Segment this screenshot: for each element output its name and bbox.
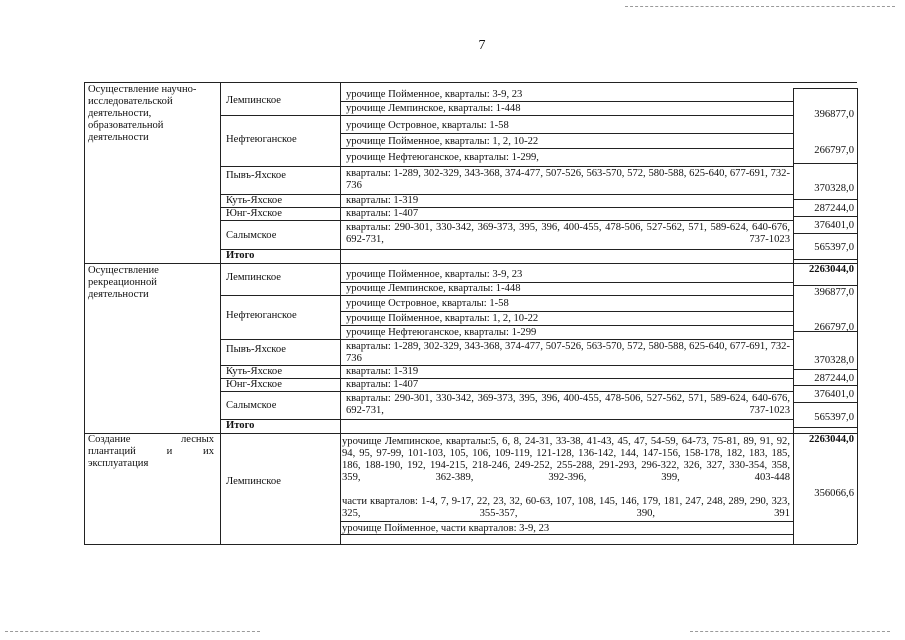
tract-description: урочище Нефтеюганское, кварталы: 1-299 bbox=[346, 327, 537, 338]
tract-description: урочище Пойменное, части кварталов: 3-9, 23 bbox=[342, 523, 550, 534]
forestry-name: Салымское bbox=[226, 230, 277, 241]
tract-description: урочище Нефтеюганское, кварталы: 1-299, bbox=[346, 152, 539, 163]
forestry-name: Пывъ-Яхское bbox=[226, 344, 287, 355]
total-value: 2263044,0 bbox=[808, 434, 854, 445]
scan-artifact-bottom-left bbox=[5, 631, 260, 632]
forestry-name: Нефтеюганское bbox=[226, 310, 297, 321]
forestry-name: Лемпинское bbox=[226, 272, 281, 283]
activity-name: Создание лесных плантаций и их эксплуатация bbox=[88, 434, 214, 469]
area-value: 287244,0 bbox=[814, 373, 854, 384]
activity-name: Осуществление рекреационной деятельности bbox=[88, 265, 159, 300]
forestry-name: Куть-Яхское bbox=[226, 366, 283, 377]
area-value: 370328,0 bbox=[814, 355, 854, 366]
total-value: 2263044,0 bbox=[808, 264, 854, 275]
page-number: 7 bbox=[478, 38, 486, 53]
tract-description: кварталы: 1-407 bbox=[346, 379, 419, 390]
tract-description: урочище Пойменное, кварталы: 3-9, 23 bbox=[346, 269, 523, 280]
tract-description: кварталы: 290-301, 330-342, 369-373, 395, 396, 400-455, 478-506, 527-562, 571, 589-624, 640-676, 692-731, 737-1023 bbox=[346, 393, 790, 416]
tract-description: кварталы: 1-319 bbox=[346, 366, 419, 377]
forestry-name: Юнг-Яхское bbox=[226, 208, 282, 219]
forestry-name: Нефтеюганское bbox=[226, 134, 297, 145]
tract-description: урочище Лемпинское, кварталы: 1-448 bbox=[346, 283, 521, 294]
forestry-name: Салымское bbox=[226, 400, 277, 411]
tract-description: урочище Пойменное, кварталы: 1, 2, 10-22 bbox=[346, 313, 539, 324]
total-label: Итого bbox=[226, 250, 255, 261]
forestry-name: Лемпинское bbox=[226, 476, 281, 487]
area-value: 565397,0 bbox=[814, 412, 854, 423]
scan-artifact-bottom-right bbox=[690, 631, 890, 632]
tract-description: урочище Пойменное, кварталы: 3-9, 23 bbox=[346, 89, 523, 100]
area-value: 266797,0 bbox=[814, 145, 854, 156]
forestry-name: Куть-Яхское bbox=[226, 195, 283, 206]
forestry-name: Юнг-Яхское bbox=[226, 379, 282, 390]
scan-artifact-top bbox=[625, 6, 895, 7]
activity-name: Осуществление научно-исследовательской деятельности, образовательной деятельности bbox=[88, 84, 197, 143]
area-value: 356066,6 bbox=[814, 488, 854, 499]
area-value: 287244,0 bbox=[814, 203, 854, 214]
total-label: Итого bbox=[226, 420, 255, 431]
area-value: 266797,0 bbox=[814, 322, 854, 333]
tract-description: кварталы: 290-301, 330-342, 369-373, 395, 396, 400-455, 478-506, 527-562, 571, 589-624, 640-676, 692-731, 737-1023 bbox=[346, 222, 790, 245]
tract-description: урочище Лемпинское, кварталы: 1-448 bbox=[346, 103, 521, 114]
forestry-name: Пывъ-Яхское bbox=[226, 170, 287, 181]
tract-description: кварталы: 1-407 bbox=[346, 208, 419, 219]
forestry-name: Лемпинское bbox=[226, 95, 281, 106]
area-value: 376401,0 bbox=[814, 220, 854, 231]
area-value: 370328,0 bbox=[814, 183, 854, 194]
tract-description: урочище Лемпинское, кварталы:5, 6, 8, 24-31, 33-38, 41-43, 45, 47, 54-59, 64-73, 75-81, 89, 91, 92, 94, 95, 97-99, 101-103, 105, 106, 109-119, 121-128, 136-142, 144, 147-156, 158-178, 182, 183, 185, 186, 188-190, 192, 194-215, 218-246, 249-252, 255-288, 291-293, 296-322, 326, 327, 330-354, 358, 359, 362-389, 392-396, 399, 403-448 bbox=[342, 436, 790, 483]
tract-description: урочище Пойменное, кварталы: 1, 2, 10-22 bbox=[346, 136, 539, 147]
tract-description: кварталы: 1-289, 302-329, 343-368, 374-477, 507-526, 563-570, 572, 580-588, 625-640, 677-691, 732-736 bbox=[346, 168, 790, 191]
tract-description: урочище Островное, кварталы: 1-58 bbox=[346, 298, 509, 309]
area-value: 396877,0 bbox=[814, 287, 854, 298]
tract-description: части кварталов: 1-4, 7, 9-17, 22, 23, 32, 60-63, 107, 108, 145, 146, 179, 181, 247, 248, 289, 290, 323, 325, 355-357, 390, 391 bbox=[342, 496, 790, 519]
forest-use-table bbox=[84, 82, 858, 544]
area-value: 376401,0 bbox=[814, 389, 854, 400]
tract-description: кварталы: 1-289, 302-329, 343-368, 374-477, 507-526, 563-570, 572, 580-588, 625-640, 677-691, 732-736 bbox=[346, 341, 790, 364]
tract-description: кварталы: 1-319 bbox=[346, 195, 419, 206]
area-value: 565397,0 bbox=[814, 242, 854, 253]
area-value: 396877,0 bbox=[814, 109, 854, 120]
tract-description: урочище Островное, кварталы: 1-58 bbox=[346, 120, 509, 131]
